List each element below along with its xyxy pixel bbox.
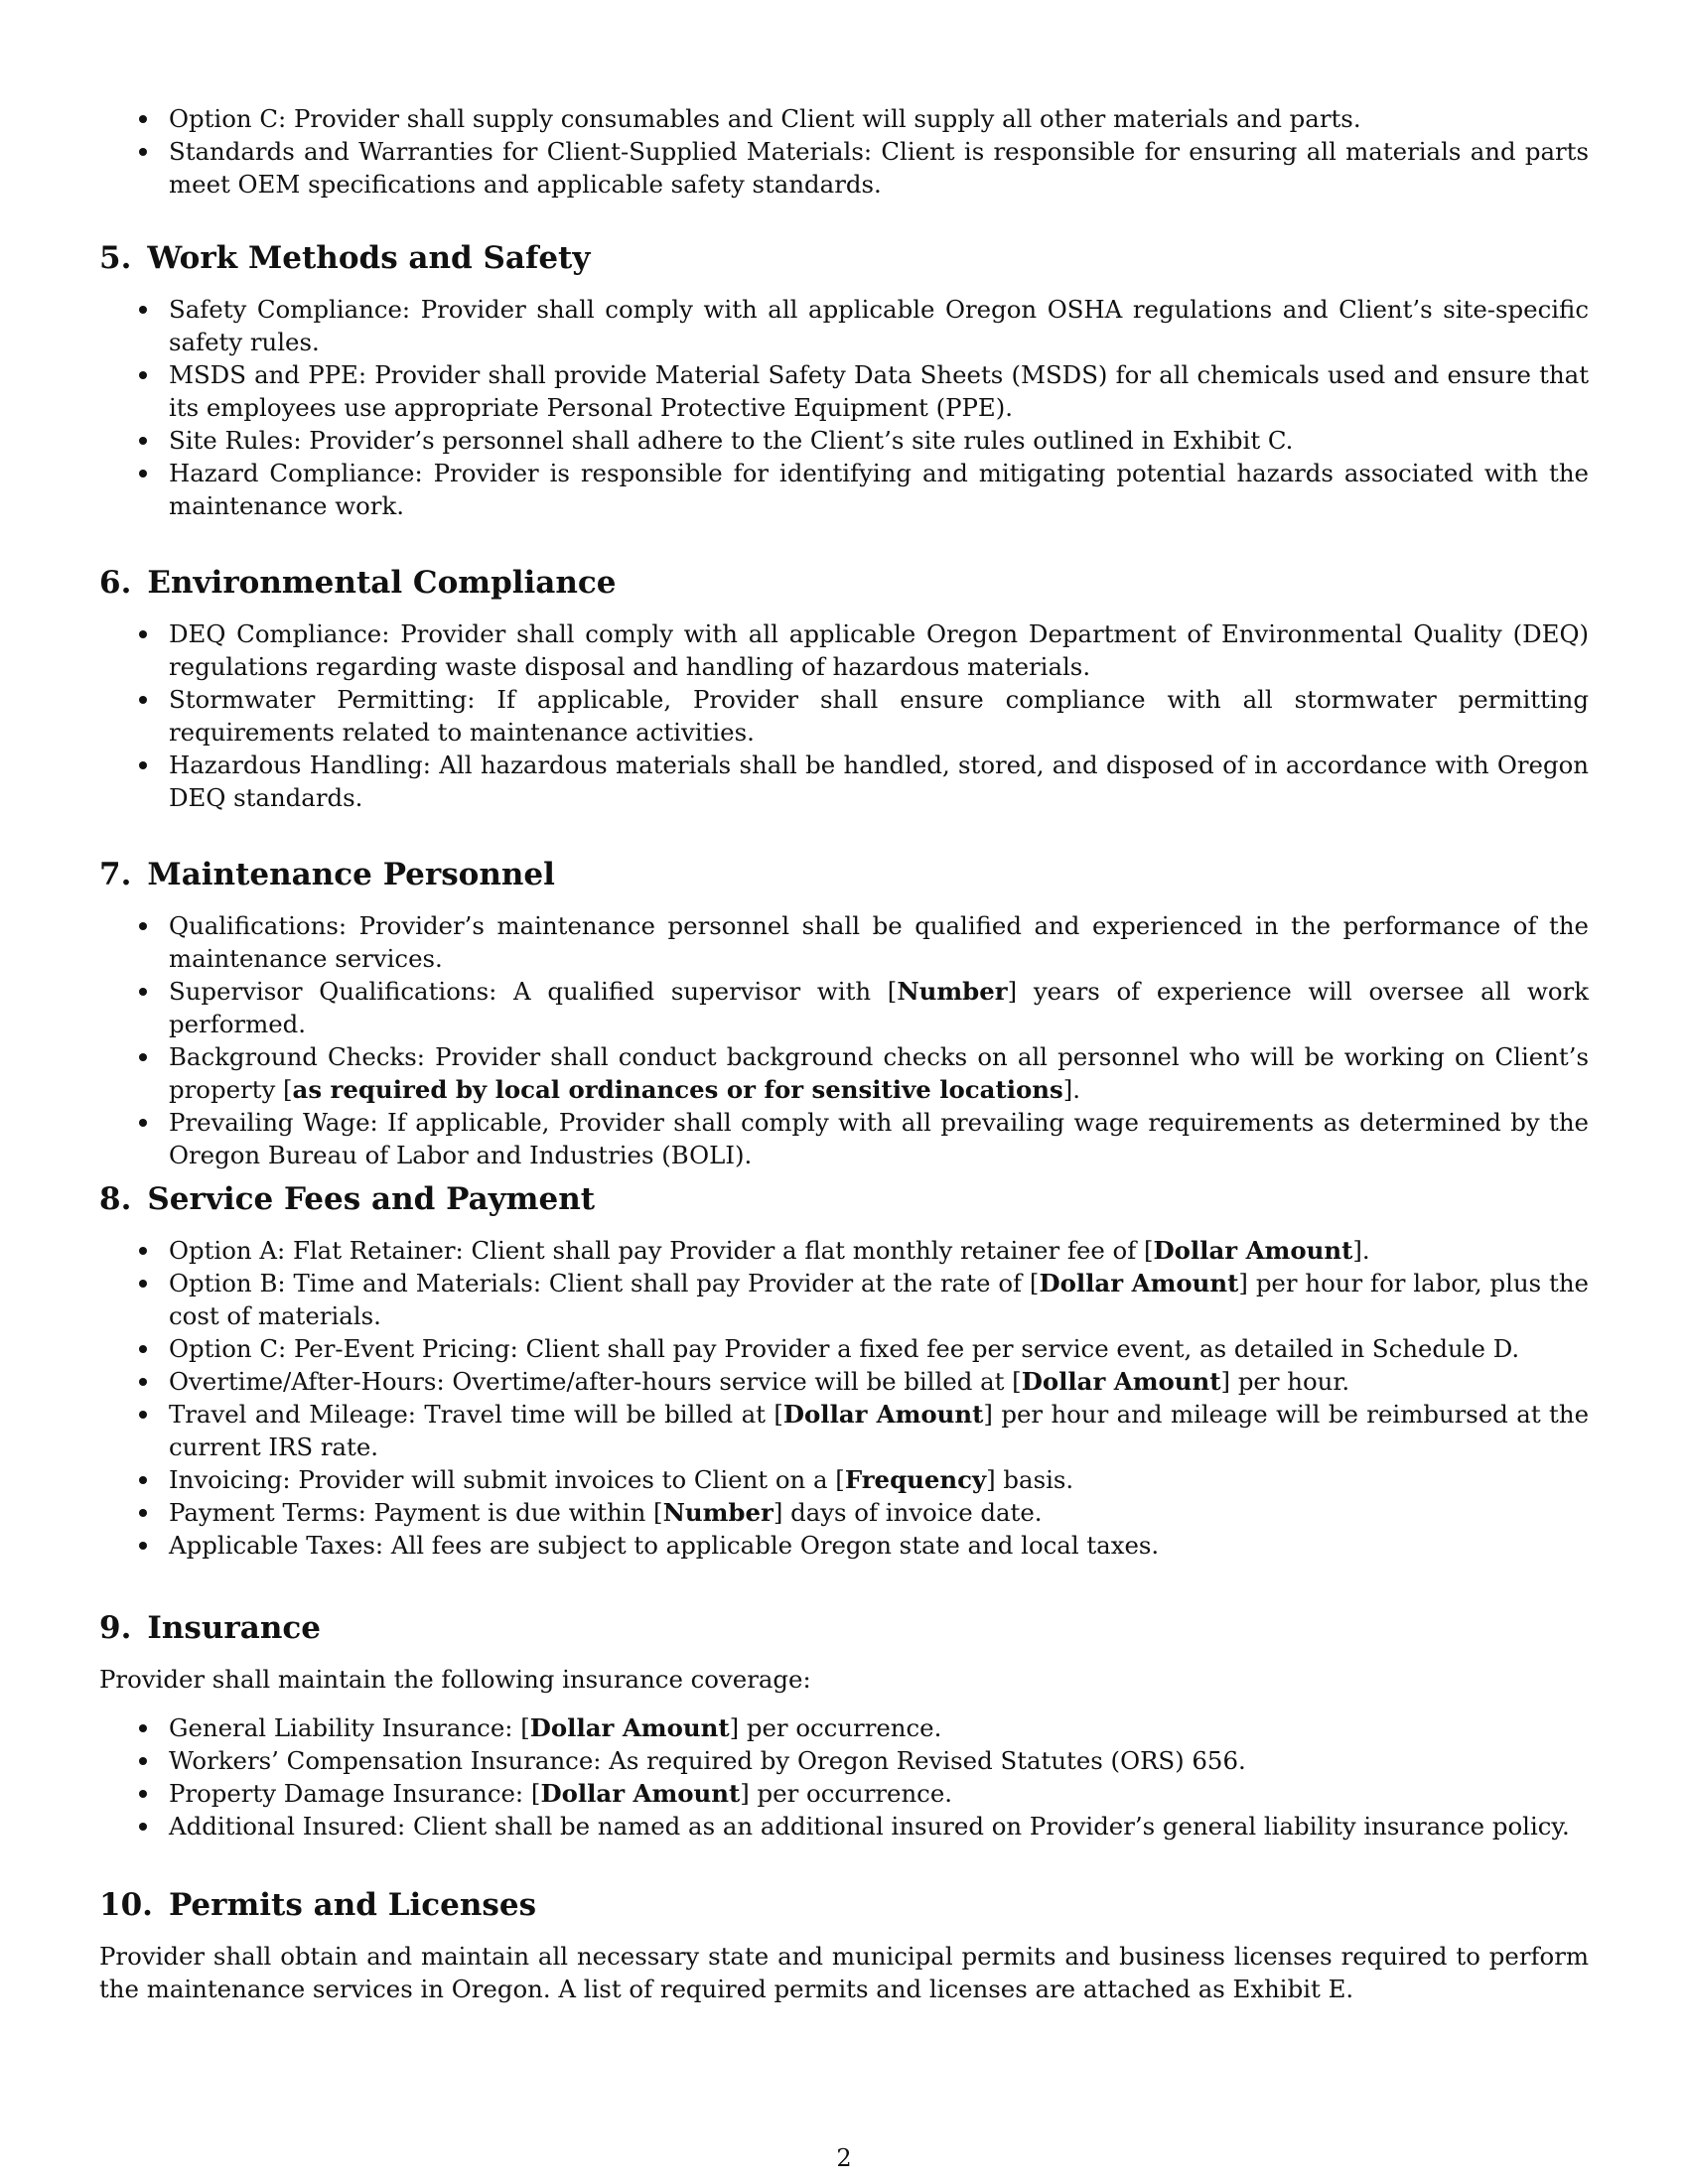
section-number: 5.	[99, 240, 132, 276]
intro-list	[99, 102, 1589, 201]
list-item: Option C: Per-Event Pricing: Client shall pay Provider a fixed fee per service event, as detailed in Schedule D.	[99, 1332, 1589, 1365]
list-item: Hazard Compliance: Provider is responsible for identifying and mitigating potential hazards associated with the maintenance work.	[99, 457, 1589, 522]
section-7-heading	[99, 855, 555, 894]
section-8-heading	[99, 1179, 595, 1219]
section-10-heading	[99, 1885, 536, 1925]
list-item: Option C: Provider shall supply consumables and Client will supply all other materials and parts.	[99, 102, 1589, 135]
list-item: DEQ Compliance: Provider shall comply with all applicable Oregon Department of Environmental Quality (DEQ) regulations regarding waste disposal and handling of hazardous materials.	[99, 617, 1589, 683]
section-number: 9.	[99, 1610, 132, 1646]
section-number: 10.	[99, 1887, 153, 1923]
list-item: Property Damage Insurance: [Dollar Amount] per occurrence.	[99, 1777, 1589, 1810]
list-item: Option A: Flat Retainer: Client shall pay Provider a flat monthly retainer fee of [Dollar Amount].	[99, 1234, 1589, 1267]
list-item: MSDS and PPE: Provider shall provide Material Safety Data Sheets (MSDS) for all chemicals used and ensure that its employees use appropriate Personal Protective Equipment (PPE).	[99, 358, 1589, 424]
section-title: Environmental Compliance	[147, 565, 617, 601]
list-item: Safety Compliance: Provider shall comply with all applicable Oregon OSHA regulations and Client’s site-specific safety rules.	[99, 293, 1589, 358]
section-9-intro: Provider shall maintain the following insurance coverage:	[99, 1665, 811, 1694]
section-9-list	[99, 1711, 1589, 1843]
section-8-list	[99, 1234, 1589, 1562]
section-5-list	[99, 293, 1589, 522]
list-item: Applicable Taxes: All fees are subject to applicable Oregon state and local taxes.	[99, 1529, 1589, 1562]
section-6-list	[99, 617, 1589, 814]
section-number: 6.	[99, 565, 132, 601]
list-item: Hazardous Handling: All hazardous materials shall be handled, stored, and disposed of in accordance with Oregon DEQ standards.	[99, 749, 1589, 814]
list-item: Background Checks: Provider shall conduct background checks on all personnel who will be working on Client’s property [as required by local ordinances or for sensitive locations].	[99, 1040, 1589, 1106]
section-number: 8.	[99, 1181, 132, 1217]
list-item: Supervisor Qualifications: A qualified supervisor with [Number] years of experience will oversee all work performed.	[99, 975, 1589, 1040]
section-7-list	[99, 909, 1589, 1171]
section-title: Maintenance Personnel	[147, 857, 555, 892]
list-item: Option B: Time and Materials: Client shall pay Provider at the rate of [Dollar Amount] per hour for labor, plus the cost of materials.	[99, 1267, 1589, 1332]
page-number: 2	[836, 2144, 852, 2172]
section-title: Insurance	[147, 1610, 321, 1646]
list-item: Qualifications: Provider’s maintenance personnel shall be qualified and experienced in the performance of the maintenance services.	[99, 909, 1589, 975]
section-title: Permits and Licenses	[168, 1887, 537, 1923]
list-item: Standards and Warranties for Client-Supplied Materials: Client is responsible for ensuring all materials and parts meet OEM specifications and applicable safety standards.	[99, 135, 1589, 201]
list-item: Payment Terms: Payment is due within [Number] days of invoice date.	[99, 1496, 1589, 1529]
list-item: Site Rules: Provider’s personnel shall adhere to the Client’s site rules outlined in Exhibit C.	[99, 424, 1589, 457]
section-5-heading	[99, 238, 590, 278]
section-6-heading	[99, 563, 617, 603]
section-10-text: Provider shall obtain and maintain all necessary state and municipal permits and business licenses required to perform the maintenance services in Oregon. A list of required permits and licenses are attached as Exhibit E.	[99, 1942, 1589, 2003]
list-item: Prevailing Wage: If applicable, Provider shall comply with all prevailing wage requirements as determined by the Oregon Bureau of Labor and Industries (BOLI).	[99, 1106, 1589, 1171]
list-item: Travel and Mileage: Travel time will be billed at [Dollar Amount] per hour and mileage will be reimbursed at the current IRS rate.	[99, 1398, 1589, 1463]
list-item: Overtime/After-Hours: Overtime/after-hours service will be billed at [Dollar Amount] per hour.	[99, 1365, 1589, 1398]
list-item: Workers’ Compensation Insurance: As required by Oregon Revised Statutes (ORS) 656.	[99, 1744, 1589, 1777]
section-9-heading	[99, 1608, 321, 1648]
list-item: General Liability Insurance: [Dollar Amount] per occurrence.	[99, 1711, 1589, 1744]
list-item: Invoicing: Provider will submit invoices to Client on a [Frequency] basis.	[99, 1463, 1589, 1496]
section-number: 7.	[99, 857, 132, 892]
section-title: Work Methods and Safety	[147, 240, 591, 276]
list-item: Stormwater Permitting: If applicable, Provider shall ensure compliance with all stormwater permitting requirements related to maintenance activities.	[99, 683, 1589, 749]
list-item: Additional Insured: Client shall be named as an additional insured on Provider’s general liability insurance policy.	[99, 1810, 1589, 1843]
section-title: Service Fees and Payment	[147, 1181, 596, 1217]
